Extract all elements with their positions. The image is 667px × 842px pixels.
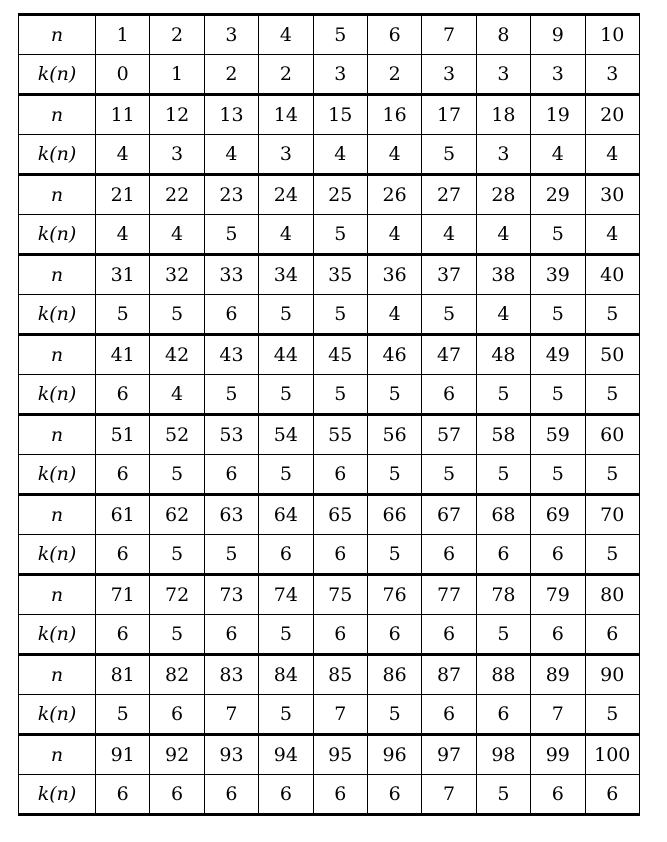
k-label: k(n) bbox=[19, 55, 96, 95]
n-value-cell: 2 bbox=[150, 15, 204, 55]
k-value-cell: 6 bbox=[585, 775, 639, 815]
n-value-cell: 64 bbox=[259, 495, 313, 535]
k-value-cell: 6 bbox=[422, 615, 476, 655]
k-value-cell: 4 bbox=[476, 295, 530, 335]
n-label: n bbox=[19, 575, 96, 615]
k-value-cell: 4 bbox=[422, 215, 476, 255]
n-value-cell: 9 bbox=[531, 15, 585, 55]
k-label: k(n) bbox=[19, 535, 96, 575]
n-value-cell: 40 bbox=[585, 255, 639, 295]
n-value-cell: 15 bbox=[313, 95, 367, 135]
n-value-cell: 98 bbox=[476, 735, 530, 775]
k-row bbox=[19, 55, 640, 95]
k-label: k(n) bbox=[19, 215, 96, 255]
k-value-cell: 5 bbox=[531, 455, 585, 495]
n-value-cell: 1 bbox=[96, 15, 150, 55]
n-row bbox=[19, 575, 640, 615]
n-value-cell: 100 bbox=[585, 735, 639, 775]
k-value-cell: 6 bbox=[259, 775, 313, 815]
n-value-cell: 28 bbox=[476, 175, 530, 215]
n-value-cell: 22 bbox=[150, 175, 204, 215]
n-value-cell: 88 bbox=[476, 655, 530, 695]
k-value-cell: 5 bbox=[150, 535, 204, 575]
k-value-cell: 4 bbox=[367, 295, 421, 335]
n-row bbox=[19, 175, 640, 215]
n-value-cell: 71 bbox=[96, 575, 150, 615]
k-value-cell: 3 bbox=[259, 135, 313, 175]
k-value-cell: 4 bbox=[150, 215, 204, 255]
k-value-cell: 6 bbox=[204, 455, 258, 495]
n-value-cell: 79 bbox=[531, 575, 585, 615]
n-value-cell: 55 bbox=[313, 415, 367, 455]
k-value-cell: 5 bbox=[150, 615, 204, 655]
n-value-cell: 75 bbox=[313, 575, 367, 615]
k-value-cell: 6 bbox=[422, 695, 476, 735]
k-value-cell: 7 bbox=[313, 695, 367, 735]
n-value-cell: 87 bbox=[422, 655, 476, 695]
n-label: n bbox=[19, 255, 96, 295]
k-label: k(n) bbox=[19, 615, 96, 655]
n-row bbox=[19, 95, 640, 135]
k-value-cell: 7 bbox=[204, 695, 258, 735]
k-value-cell: 5 bbox=[422, 135, 476, 175]
k-value-cell: 5 bbox=[585, 535, 639, 575]
n-value-cell: 25 bbox=[313, 175, 367, 215]
k-value-cell: 5 bbox=[476, 775, 530, 815]
k-value-cell: 4 bbox=[96, 135, 150, 175]
k-value-cell: 3 bbox=[150, 135, 204, 175]
n-value-cell: 77 bbox=[422, 575, 476, 615]
k-label: k(n) bbox=[19, 135, 96, 175]
k-value-cell: 6 bbox=[96, 775, 150, 815]
n-row bbox=[19, 735, 640, 775]
n-label: n bbox=[19, 655, 96, 695]
n-value-cell: 56 bbox=[367, 415, 421, 455]
n-value-cell: 69 bbox=[531, 495, 585, 535]
n-value-cell: 47 bbox=[422, 335, 476, 375]
k-value-cell: 3 bbox=[422, 55, 476, 95]
n-value-cell: 45 bbox=[313, 335, 367, 375]
k-value-cell: 0 bbox=[96, 55, 150, 95]
n-value-cell: 37 bbox=[422, 255, 476, 295]
n-value-cell: 70 bbox=[585, 495, 639, 535]
n-value-cell: 6 bbox=[367, 15, 421, 55]
n-value-cell: 94 bbox=[259, 735, 313, 775]
n-value-cell: 58 bbox=[476, 415, 530, 455]
k-value-cell: 6 bbox=[313, 455, 367, 495]
k-value-cell: 6 bbox=[204, 775, 258, 815]
k-value-cell: 5 bbox=[367, 695, 421, 735]
n-value-cell: 83 bbox=[204, 655, 258, 695]
n-value-cell: 49 bbox=[531, 335, 585, 375]
n-row bbox=[19, 495, 640, 535]
n-value-cell: 96 bbox=[367, 735, 421, 775]
n-value-cell: 76 bbox=[367, 575, 421, 615]
n-label: n bbox=[19, 415, 96, 455]
k-value-cell: 5 bbox=[531, 295, 585, 335]
k-value-cell: 6 bbox=[531, 775, 585, 815]
n-row bbox=[19, 655, 640, 695]
k-value-cell: 2 bbox=[367, 55, 421, 95]
k-value-cell: 6 bbox=[96, 615, 150, 655]
k-value-cell: 6 bbox=[476, 695, 530, 735]
n-value-cell: 23 bbox=[204, 175, 258, 215]
k-value-cell: 6 bbox=[367, 775, 421, 815]
k-value-cell: 5 bbox=[150, 455, 204, 495]
n-value-cell: 38 bbox=[476, 255, 530, 295]
k-value-cell: 5 bbox=[259, 455, 313, 495]
k-value-cell: 5 bbox=[531, 215, 585, 255]
n-value-cell: 4 bbox=[259, 15, 313, 55]
n-value-cell: 30 bbox=[585, 175, 639, 215]
n-value-cell: 65 bbox=[313, 495, 367, 535]
n-row bbox=[19, 415, 640, 455]
nk-table-body bbox=[19, 15, 640, 815]
k-value-cell: 5 bbox=[531, 375, 585, 415]
k-value-cell: 6 bbox=[585, 615, 639, 655]
k-value-cell: 6 bbox=[476, 535, 530, 575]
k-label: k(n) bbox=[19, 375, 96, 415]
n-value-cell: 91 bbox=[96, 735, 150, 775]
k-value-cell: 5 bbox=[476, 455, 530, 495]
n-value-cell: 93 bbox=[204, 735, 258, 775]
n-value-cell: 12 bbox=[150, 95, 204, 135]
n-value-cell: 5 bbox=[313, 15, 367, 55]
k-value-cell: 3 bbox=[476, 55, 530, 95]
n-value-cell: 74 bbox=[259, 575, 313, 615]
n-value-cell: 50 bbox=[585, 335, 639, 375]
k-value-cell: 5 bbox=[367, 455, 421, 495]
n-value-cell: 53 bbox=[204, 415, 258, 455]
n-value-cell: 85 bbox=[313, 655, 367, 695]
k-value-cell: 4 bbox=[150, 375, 204, 415]
n-value-cell: 68 bbox=[476, 495, 530, 535]
k-value-cell: 5 bbox=[204, 375, 258, 415]
n-value-cell: 72 bbox=[150, 575, 204, 615]
k-value-cell: 5 bbox=[585, 455, 639, 495]
k-value-cell: 6 bbox=[96, 455, 150, 495]
n-value-cell: 82 bbox=[150, 655, 204, 695]
k-value-cell: 6 bbox=[204, 615, 258, 655]
k-value-cell: 4 bbox=[476, 215, 530, 255]
n-value-cell: 48 bbox=[476, 335, 530, 375]
n-value-cell: 66 bbox=[367, 495, 421, 535]
k-value-cell: 5 bbox=[585, 695, 639, 735]
k-value-cell: 4 bbox=[204, 135, 258, 175]
n-value-cell: 78 bbox=[476, 575, 530, 615]
n-label: n bbox=[19, 495, 96, 535]
k-label: k(n) bbox=[19, 695, 96, 735]
k-value-cell: 4 bbox=[585, 135, 639, 175]
k-value-cell: 5 bbox=[204, 215, 258, 255]
n-value-cell: 27 bbox=[422, 175, 476, 215]
n-value-cell: 52 bbox=[150, 415, 204, 455]
k-value-cell: 6 bbox=[313, 535, 367, 575]
k-value-cell: 5 bbox=[259, 295, 313, 335]
n-value-cell: 20 bbox=[585, 95, 639, 135]
k-value-cell: 5 bbox=[476, 615, 530, 655]
n-value-cell: 31 bbox=[96, 255, 150, 295]
k-row bbox=[19, 695, 640, 735]
k-label: k(n) bbox=[19, 775, 96, 815]
k-row bbox=[19, 375, 640, 415]
n-value-cell: 8 bbox=[476, 15, 530, 55]
n-value-cell: 24 bbox=[259, 175, 313, 215]
n-value-cell: 89 bbox=[531, 655, 585, 695]
k-value-cell: 6 bbox=[531, 535, 585, 575]
n-value-cell: 59 bbox=[531, 415, 585, 455]
k-value-cell: 5 bbox=[367, 375, 421, 415]
k-value-cell: 2 bbox=[204, 55, 258, 95]
k-value-cell: 5 bbox=[96, 695, 150, 735]
k-row bbox=[19, 775, 640, 815]
k-value-cell: 5 bbox=[259, 695, 313, 735]
k-value-cell: 4 bbox=[313, 135, 367, 175]
k-value-cell: 6 bbox=[259, 535, 313, 575]
k-label: k(n) bbox=[19, 455, 96, 495]
k-value-cell: 6 bbox=[422, 375, 476, 415]
k-value-cell: 5 bbox=[585, 295, 639, 335]
n-value-cell: 11 bbox=[96, 95, 150, 135]
n-value-cell: 17 bbox=[422, 95, 476, 135]
k-row bbox=[19, 615, 640, 655]
k-row bbox=[19, 135, 640, 175]
k-value-cell: 3 bbox=[476, 135, 530, 175]
k-value-cell: 4 bbox=[585, 215, 639, 255]
k-value-cell: 6 bbox=[531, 615, 585, 655]
n-value-cell: 43 bbox=[204, 335, 258, 375]
k-value-cell: 5 bbox=[422, 455, 476, 495]
k-value-cell: 5 bbox=[422, 295, 476, 335]
n-value-cell: 10 bbox=[585, 15, 639, 55]
n-value-cell: 35 bbox=[313, 255, 367, 295]
k-value-cell: 6 bbox=[313, 775, 367, 815]
n-value-cell: 81 bbox=[96, 655, 150, 695]
n-value-cell: 97 bbox=[422, 735, 476, 775]
k-value-cell: 3 bbox=[585, 55, 639, 95]
n-value-cell: 57 bbox=[422, 415, 476, 455]
n-value-cell: 3 bbox=[204, 15, 258, 55]
k-value-cell: 6 bbox=[367, 615, 421, 655]
n-value-cell: 62 bbox=[150, 495, 204, 535]
k-value-cell: 6 bbox=[150, 695, 204, 735]
n-value-cell: 92 bbox=[150, 735, 204, 775]
n-value-cell: 34 bbox=[259, 255, 313, 295]
n-value-cell: 18 bbox=[476, 95, 530, 135]
n-value-cell: 16 bbox=[367, 95, 421, 135]
k-value-cell: 7 bbox=[422, 775, 476, 815]
k-value-cell: 3 bbox=[313, 55, 367, 95]
n-value-cell: 42 bbox=[150, 335, 204, 375]
k-value-cell: 6 bbox=[422, 535, 476, 575]
n-value-cell: 32 bbox=[150, 255, 204, 295]
n-value-cell: 63 bbox=[204, 495, 258, 535]
n-value-cell: 19 bbox=[531, 95, 585, 135]
n-label: n bbox=[19, 175, 96, 215]
n-value-cell: 51 bbox=[96, 415, 150, 455]
n-value-cell: 39 bbox=[531, 255, 585, 295]
n-value-cell: 80 bbox=[585, 575, 639, 615]
k-value-cell: 6 bbox=[150, 775, 204, 815]
n-row bbox=[19, 255, 640, 295]
k-row bbox=[19, 455, 640, 495]
k-value-cell: 5 bbox=[313, 375, 367, 415]
n-label: n bbox=[19, 95, 96, 135]
n-label: n bbox=[19, 335, 96, 375]
k-row bbox=[19, 295, 640, 335]
n-value-cell: 44 bbox=[259, 335, 313, 375]
n-value-cell: 14 bbox=[259, 95, 313, 135]
k-value-cell: 5 bbox=[96, 295, 150, 335]
n-value-cell: 33 bbox=[204, 255, 258, 295]
k-value-cell: 5 bbox=[150, 295, 204, 335]
n-value-cell: 73 bbox=[204, 575, 258, 615]
n-label: n bbox=[19, 15, 96, 55]
n-value-cell: 99 bbox=[531, 735, 585, 775]
k-value-cell: 5 bbox=[259, 375, 313, 415]
n-row bbox=[19, 335, 640, 375]
k-value-cell: 1 bbox=[150, 55, 204, 95]
n-value-cell: 29 bbox=[531, 175, 585, 215]
n-value-cell: 13 bbox=[204, 95, 258, 135]
k-value-cell: 5 bbox=[476, 375, 530, 415]
n-value-cell: 36 bbox=[367, 255, 421, 295]
n-value-cell: 95 bbox=[313, 735, 367, 775]
k-value-cell: 4 bbox=[96, 215, 150, 255]
n-value-cell: 60 bbox=[585, 415, 639, 455]
n-value-cell: 26 bbox=[367, 175, 421, 215]
n-value-cell: 7 bbox=[422, 15, 476, 55]
k-value-cell: 5 bbox=[313, 295, 367, 335]
k-value-cell: 7 bbox=[531, 695, 585, 735]
k-value-cell: 5 bbox=[259, 615, 313, 655]
n-row bbox=[19, 15, 640, 55]
k-value-cell: 6 bbox=[96, 535, 150, 575]
k-row bbox=[19, 215, 640, 255]
nk-table bbox=[18, 13, 640, 816]
k-value-cell: 6 bbox=[313, 615, 367, 655]
n-value-cell: 41 bbox=[96, 335, 150, 375]
n-value-cell: 46 bbox=[367, 335, 421, 375]
k-value-cell: 5 bbox=[585, 375, 639, 415]
k-value-cell: 6 bbox=[204, 295, 258, 335]
k-row bbox=[19, 535, 640, 575]
n-value-cell: 67 bbox=[422, 495, 476, 535]
k-value-cell: 2 bbox=[259, 55, 313, 95]
n-value-cell: 61 bbox=[96, 495, 150, 535]
n-value-cell: 54 bbox=[259, 415, 313, 455]
n-value-cell: 90 bbox=[585, 655, 639, 695]
n-value-cell: 21 bbox=[96, 175, 150, 215]
k-value-cell: 4 bbox=[367, 135, 421, 175]
k-value-cell: 5 bbox=[367, 535, 421, 575]
k-value-cell: 3 bbox=[531, 55, 585, 95]
k-value-cell: 4 bbox=[367, 215, 421, 255]
k-value-cell: 5 bbox=[204, 535, 258, 575]
n-value-cell: 84 bbox=[259, 655, 313, 695]
k-value-cell: 4 bbox=[259, 215, 313, 255]
n-label: n bbox=[19, 735, 96, 775]
n-value-cell: 86 bbox=[367, 655, 421, 695]
k-value-cell: 5 bbox=[313, 215, 367, 255]
k-value-cell: 6 bbox=[96, 375, 150, 415]
k-value-cell: 4 bbox=[531, 135, 585, 175]
k-label: k(n) bbox=[19, 295, 96, 335]
